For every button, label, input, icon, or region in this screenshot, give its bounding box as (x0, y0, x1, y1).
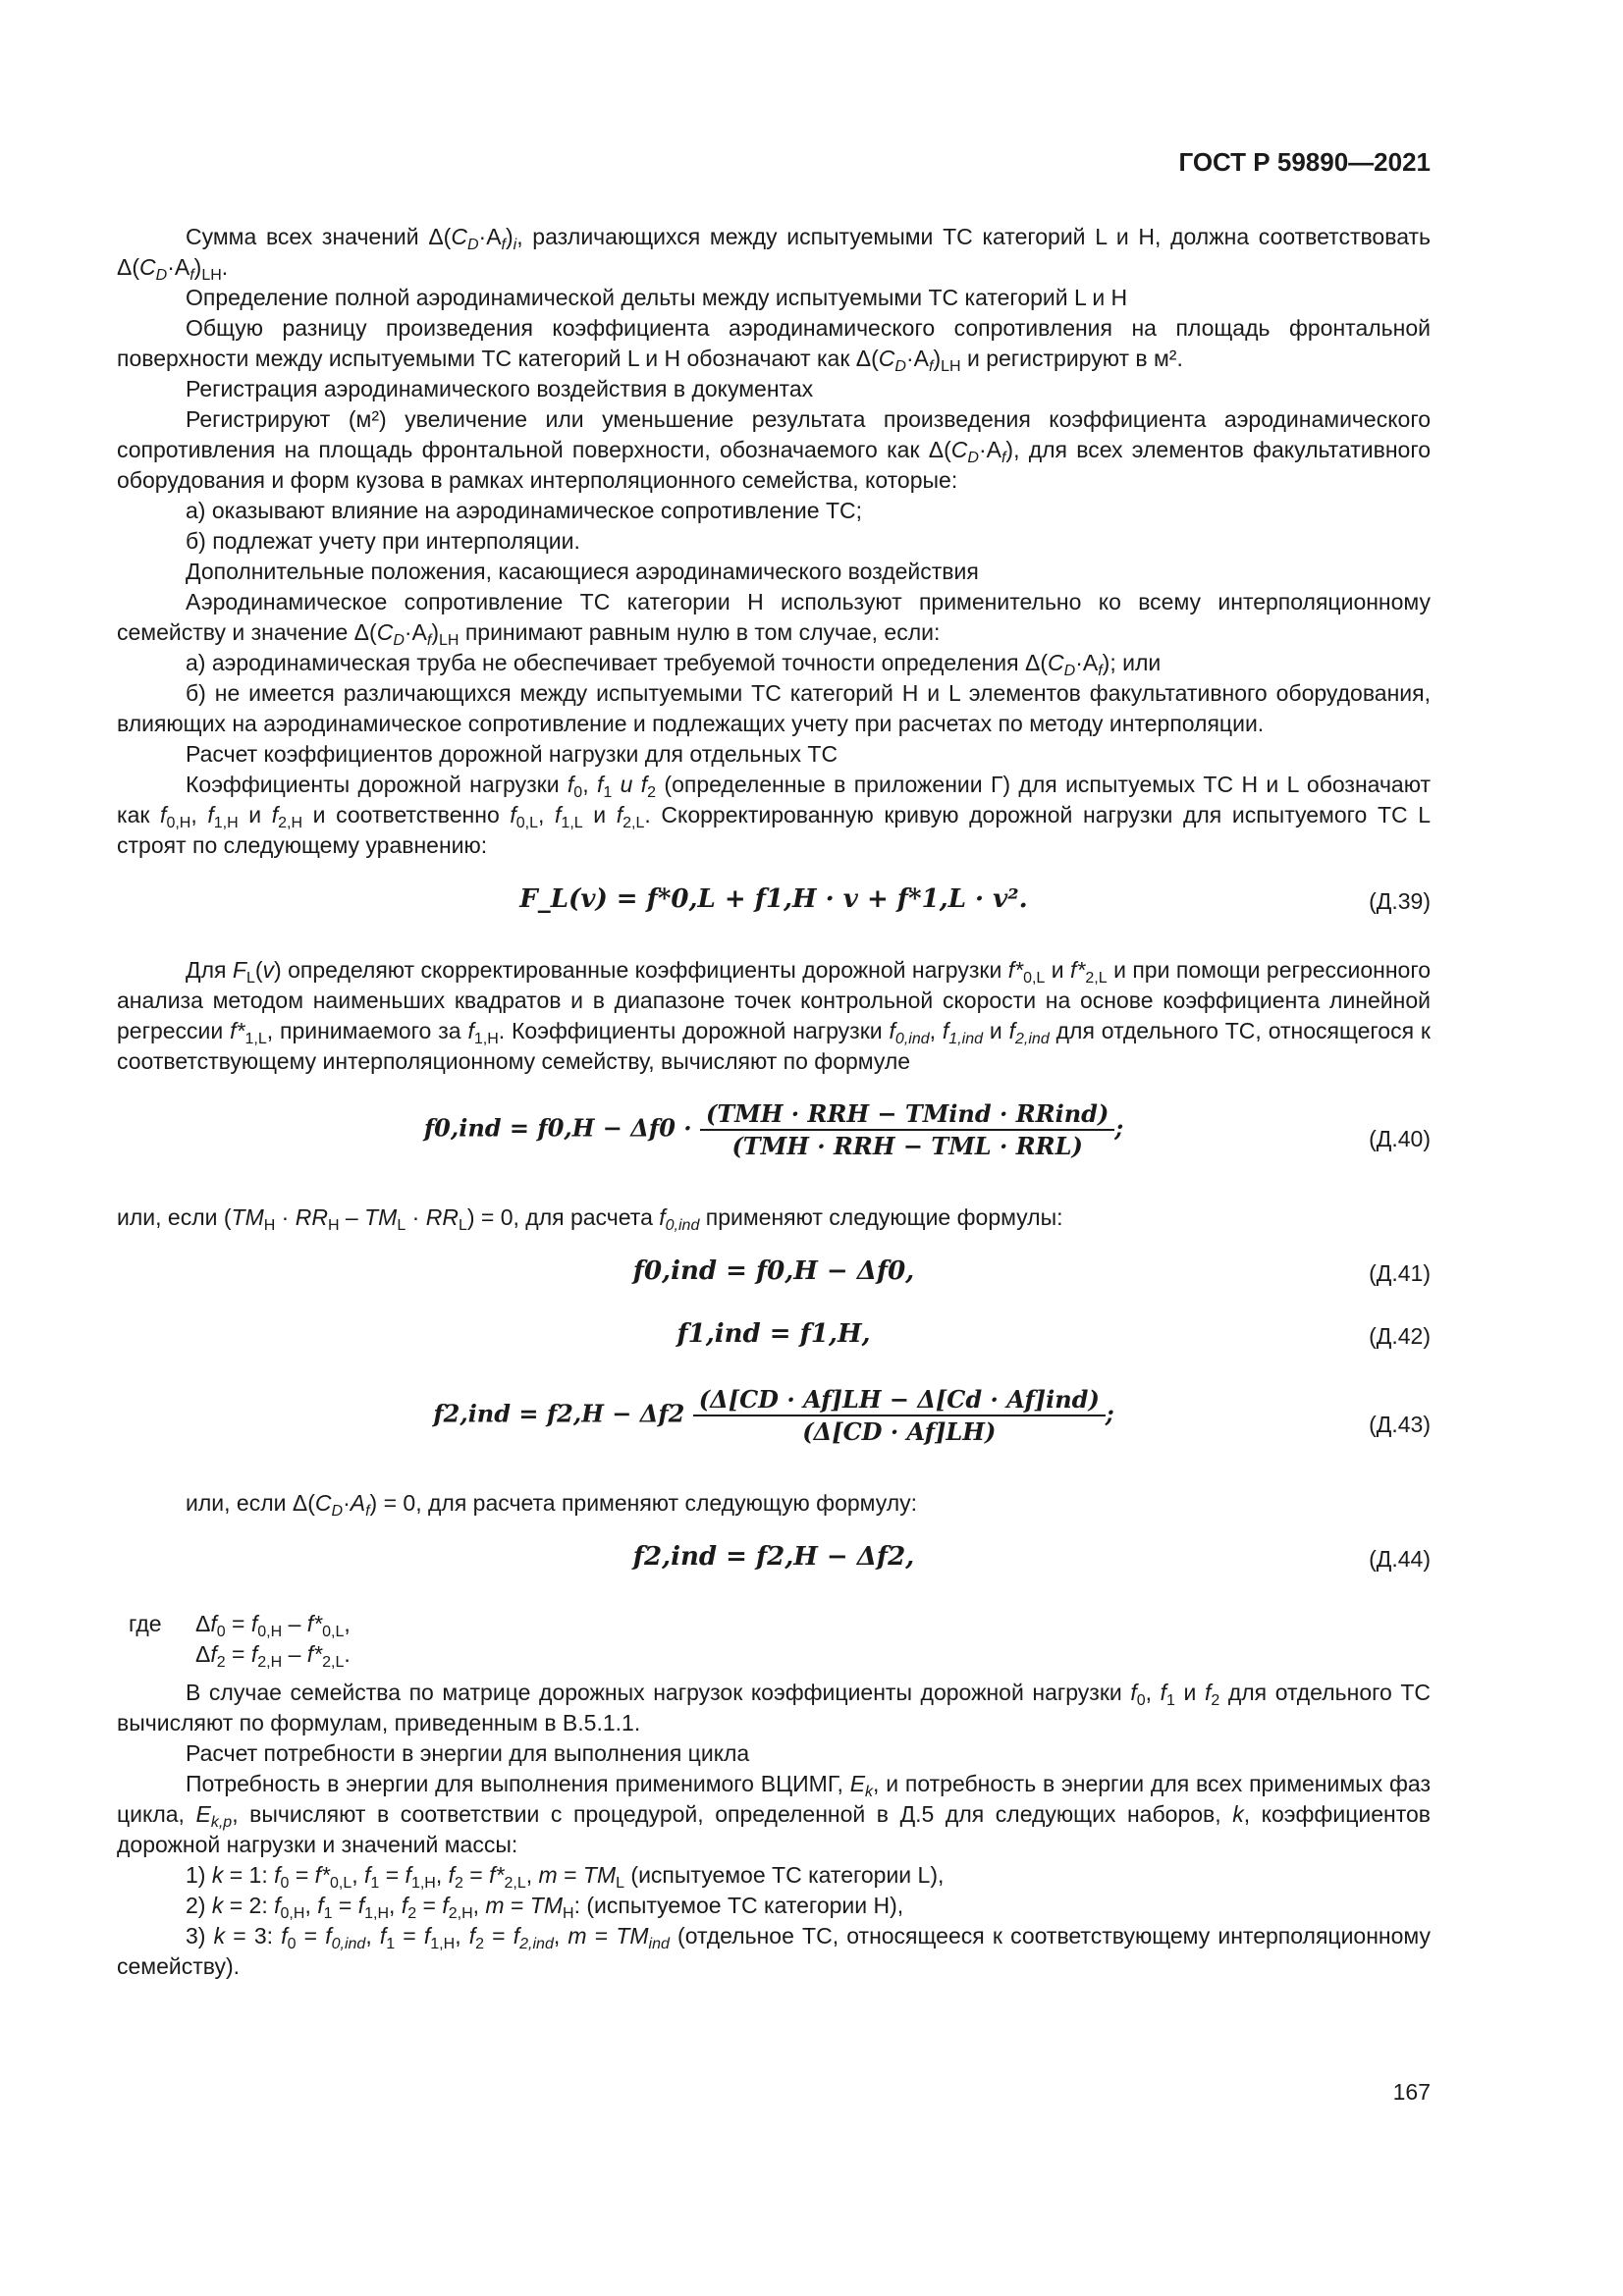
paragraph-alternative-2: или, если $\Delta(C_D\cdot A_f) = 0$, для расчета применяют следующую формулу: (186, 1490, 918, 1520)
formula: F_L(v) = f*0,L + f1,H · v + f*1,L · v². (519, 884, 1028, 914)
heading-road-load: Расчет коэффициентов дорожной нагрузки для отдельных ТС (186, 741, 839, 767)
equation-number: (Д.41) (1369, 1260, 1431, 1286)
equation-number: (Д.40) (1369, 1126, 1431, 1151)
equation-d41 (117, 1243, 1431, 1304)
paragraph-matrix: В случае семейства по матрице дорожных нагрузок коэффициенты дорожной нагрузки $f_0$, $f_1$ и $f_2$ для отдельного ТС вычисляют по формулам, приведенным в В.5.1.1. (117, 1680, 1432, 1735)
heading-energy: Расчет потребности в энергии для выполнения цикла (186, 1740, 750, 1766)
formula: f0,ind = f0,H − Δf0 · $\frac{\text{(TMH · RRH − TMind · RRind)}}{\text{(TMH · RRH − TML · RRL)}}$ ; (423, 1099, 1124, 1160)
paragraph-energy: Потребность в энергии для выполнения применимого ВЦИМГ, $E_k$, и потребность в энергии для всех применимых фаз цикла, $E_{k,p}$, вычисляют в соответствии с процедурой, определенной в Д.5 для следующих наборов, k, коэффициентов дорожной нагрузки и значений массы: (117, 1771, 1431, 1857)
list-item: а) оказывают влияние на аэродинамическое сопротивление ТС; (186, 498, 863, 523)
paragraph-register: Регистрируют (м²) увеличение или уменьшение результата произведения коэффициента аэродинамического сопротивления на площадь фронтальной поверхности, обозначаемого как $\Delta(C_D\cdot A_f)$, для всех элементов факультативного оборудования и форм кузова в рамках интерполяционного семейства, которые: (117, 406, 1432, 493)
fraction: $\frac{\text{(TMH · RRH − TMind · RRind)}}{\text{(TMH · RRH − TML · RRL)}}$ (700, 1098, 1114, 1161)
equation-d40 (117, 1091, 1431, 1189)
equation-number: (Д.44) (1369, 1546, 1431, 1572)
formula: f2,ind = f2,H − Δf2, (632, 1542, 915, 1572)
list-item: 3) k = 3: $f_0 = f_{0,ind}$, $f_1 = f_{1,H}$, $f_2 = f_{2,ind}$, $m = TM_{ind}$ (отдельное ТС, относящееся к соответствующему интерполяционному семейству). (117, 1923, 1431, 1979)
paragraph-coefficients: Коэффициенты дорожной нагрузки $f_0$, $f_1$ и $f_2$ (определенные в приложении Г) для испытуемых ТС H и L обозначают как $f_{0,H}$, $f_{1,H}$ и $f_{2,H}$ и соответственно $f_{0,L}$, $f_{1,L}$ и $f_{2,L}$. Скорректированную кривую дорожной нагрузки для испытуемого ТС L строят по следующему уравнению: (117, 772, 1432, 858)
standard-header: ГОСТ Р 59890—2021 (1178, 147, 1431, 177)
paragraph-regression: Для $F_L(v)$ определяют скорректированные коэффициенты дорожной нагрузки $f*_{0,L}$ и $f*_{2,L}$ и при помощи регрессионного анализа методом наименьших квадратов и в диапазоне точек контрольной скорости на основе коэффициента линейной регрессии $f*_{1,L}$, принимаемого за $f_{1,H}$. Коэффициенты дорожной нагрузки $f_{0,ind}$, $f_{1,ind}$ и $f_{2,ind}$ для отдельного ТС, относящегося к соответствующему интерполяционному семейству, вычисляют по формуле (117, 957, 1432, 1074)
list-item: б) подлежат учету при интерполяции. (186, 528, 580, 554)
equation-d39 (117, 871, 1431, 932)
heading-registration: Регистрация аэродинамического воздействия в документах (186, 376, 814, 401)
heading-aero-delta: Определение полной аэродинамической дельты между испытуемыми ТС категорий L и H (186, 285, 1128, 310)
formula: f1,ind = f1,H, (676, 1319, 871, 1349)
heading-additional: Дополнительные положения, касающиеся аэродинамического воздействия (186, 559, 979, 584)
page-number: 167 (1392, 2079, 1431, 2105)
formula: f2,ind = f2,H − Δf2 $\frac{\text{(Δ[CD · Af]LH − Δ[Cd · Af]ind)}}{(\Delta[CD \cdot Af]LH)}$ ; (433, 1385, 1114, 1446)
equation-d43 (117, 1376, 1431, 1474)
paragraph-alternative: или, если $(TM_H \cdot RR_H - TM_L \cdot RR_L) = 0$, для расчета $f_{0,ind}$ применяют следующие формулы: (117, 1204, 1063, 1234)
fraction: $\frac{\text{(Δ[CD · Af]LH − Δ[Cd · Af]ind)}}{(\Delta[CD \cdot Af]LH)}$ (693, 1384, 1106, 1447)
paragraph-drag-h: Аэродинамическое сопротивление ТС категории H используют применительно ко всему интерполяционному семейству и значение $\Delta(C_D\cdot A_f)_{LH}$ принимают равным нулю в том случае, если: (117, 589, 1431, 649)
list-item: б) не имеется различающихся между испытуемыми ТС категорий H и L элементов факультативного оборудования, влияющих на аэродинамическое сопротивление и подлежащих учету при расчетах по методу интерполяции. (117, 680, 1431, 736)
paragraph-sum: Сумма всех значений $\Delta(C_D\cdot A_f)_i$, различающихся между испытуемыми ТС категорий L и H, должна соответствовать $\Delta(C_D\cdot A_f)_{LH}$. (117, 224, 1431, 284)
list-item: 2) k = 2: $f_{0,H}$, $f_1 = f_{1,H}$, $f_2 = f_{2,H}$, $m = TM_H$: (испытуемое ТС категории H), (186, 1893, 904, 1922)
equation-number: (Д.42) (1369, 1323, 1431, 1349)
equation-number: (Д.39) (1369, 888, 1431, 914)
list-item: а) аэродинамическая труба не обеспечивает требуемой точности определения $\Delta(C_D\cdot A_f)$; или (186, 650, 1162, 679)
paragraph-total-diff: Общую разницу произведения коэффициента аэродинамического сопротивления на площадь фронтальной поверхности между испытуемыми ТС категорий L и H обозначают как $\Delta(C_D\cdot A_f)_{LH}$ и регистрируют в м². (117, 315, 1431, 375)
equation-d42 (117, 1306, 1431, 1366)
equation-number: (Д.43) (1369, 1412, 1431, 1437)
equation-d44 (117, 1528, 1431, 1589)
where-line: $\Delta f_2 = f_{2,H} - f*_{2,L}$. (195, 1641, 351, 1671)
where-line: где $\Delta f_0 = f_{0,H} - f*_{0,L}$, (129, 1611, 351, 1640)
list-item: 1) k = 1: $f_0 = f*_{0,L}$, $f_1 = f_{1,H}$, $f_2 = f*_{2,L}$, $m = TM_L$ (испытуемое ТС категории L), (186, 1862, 945, 1892)
formula: f0,ind = f0,H − Δf0, (632, 1256, 915, 1286)
document-body (117, 222, 1431, 1982)
